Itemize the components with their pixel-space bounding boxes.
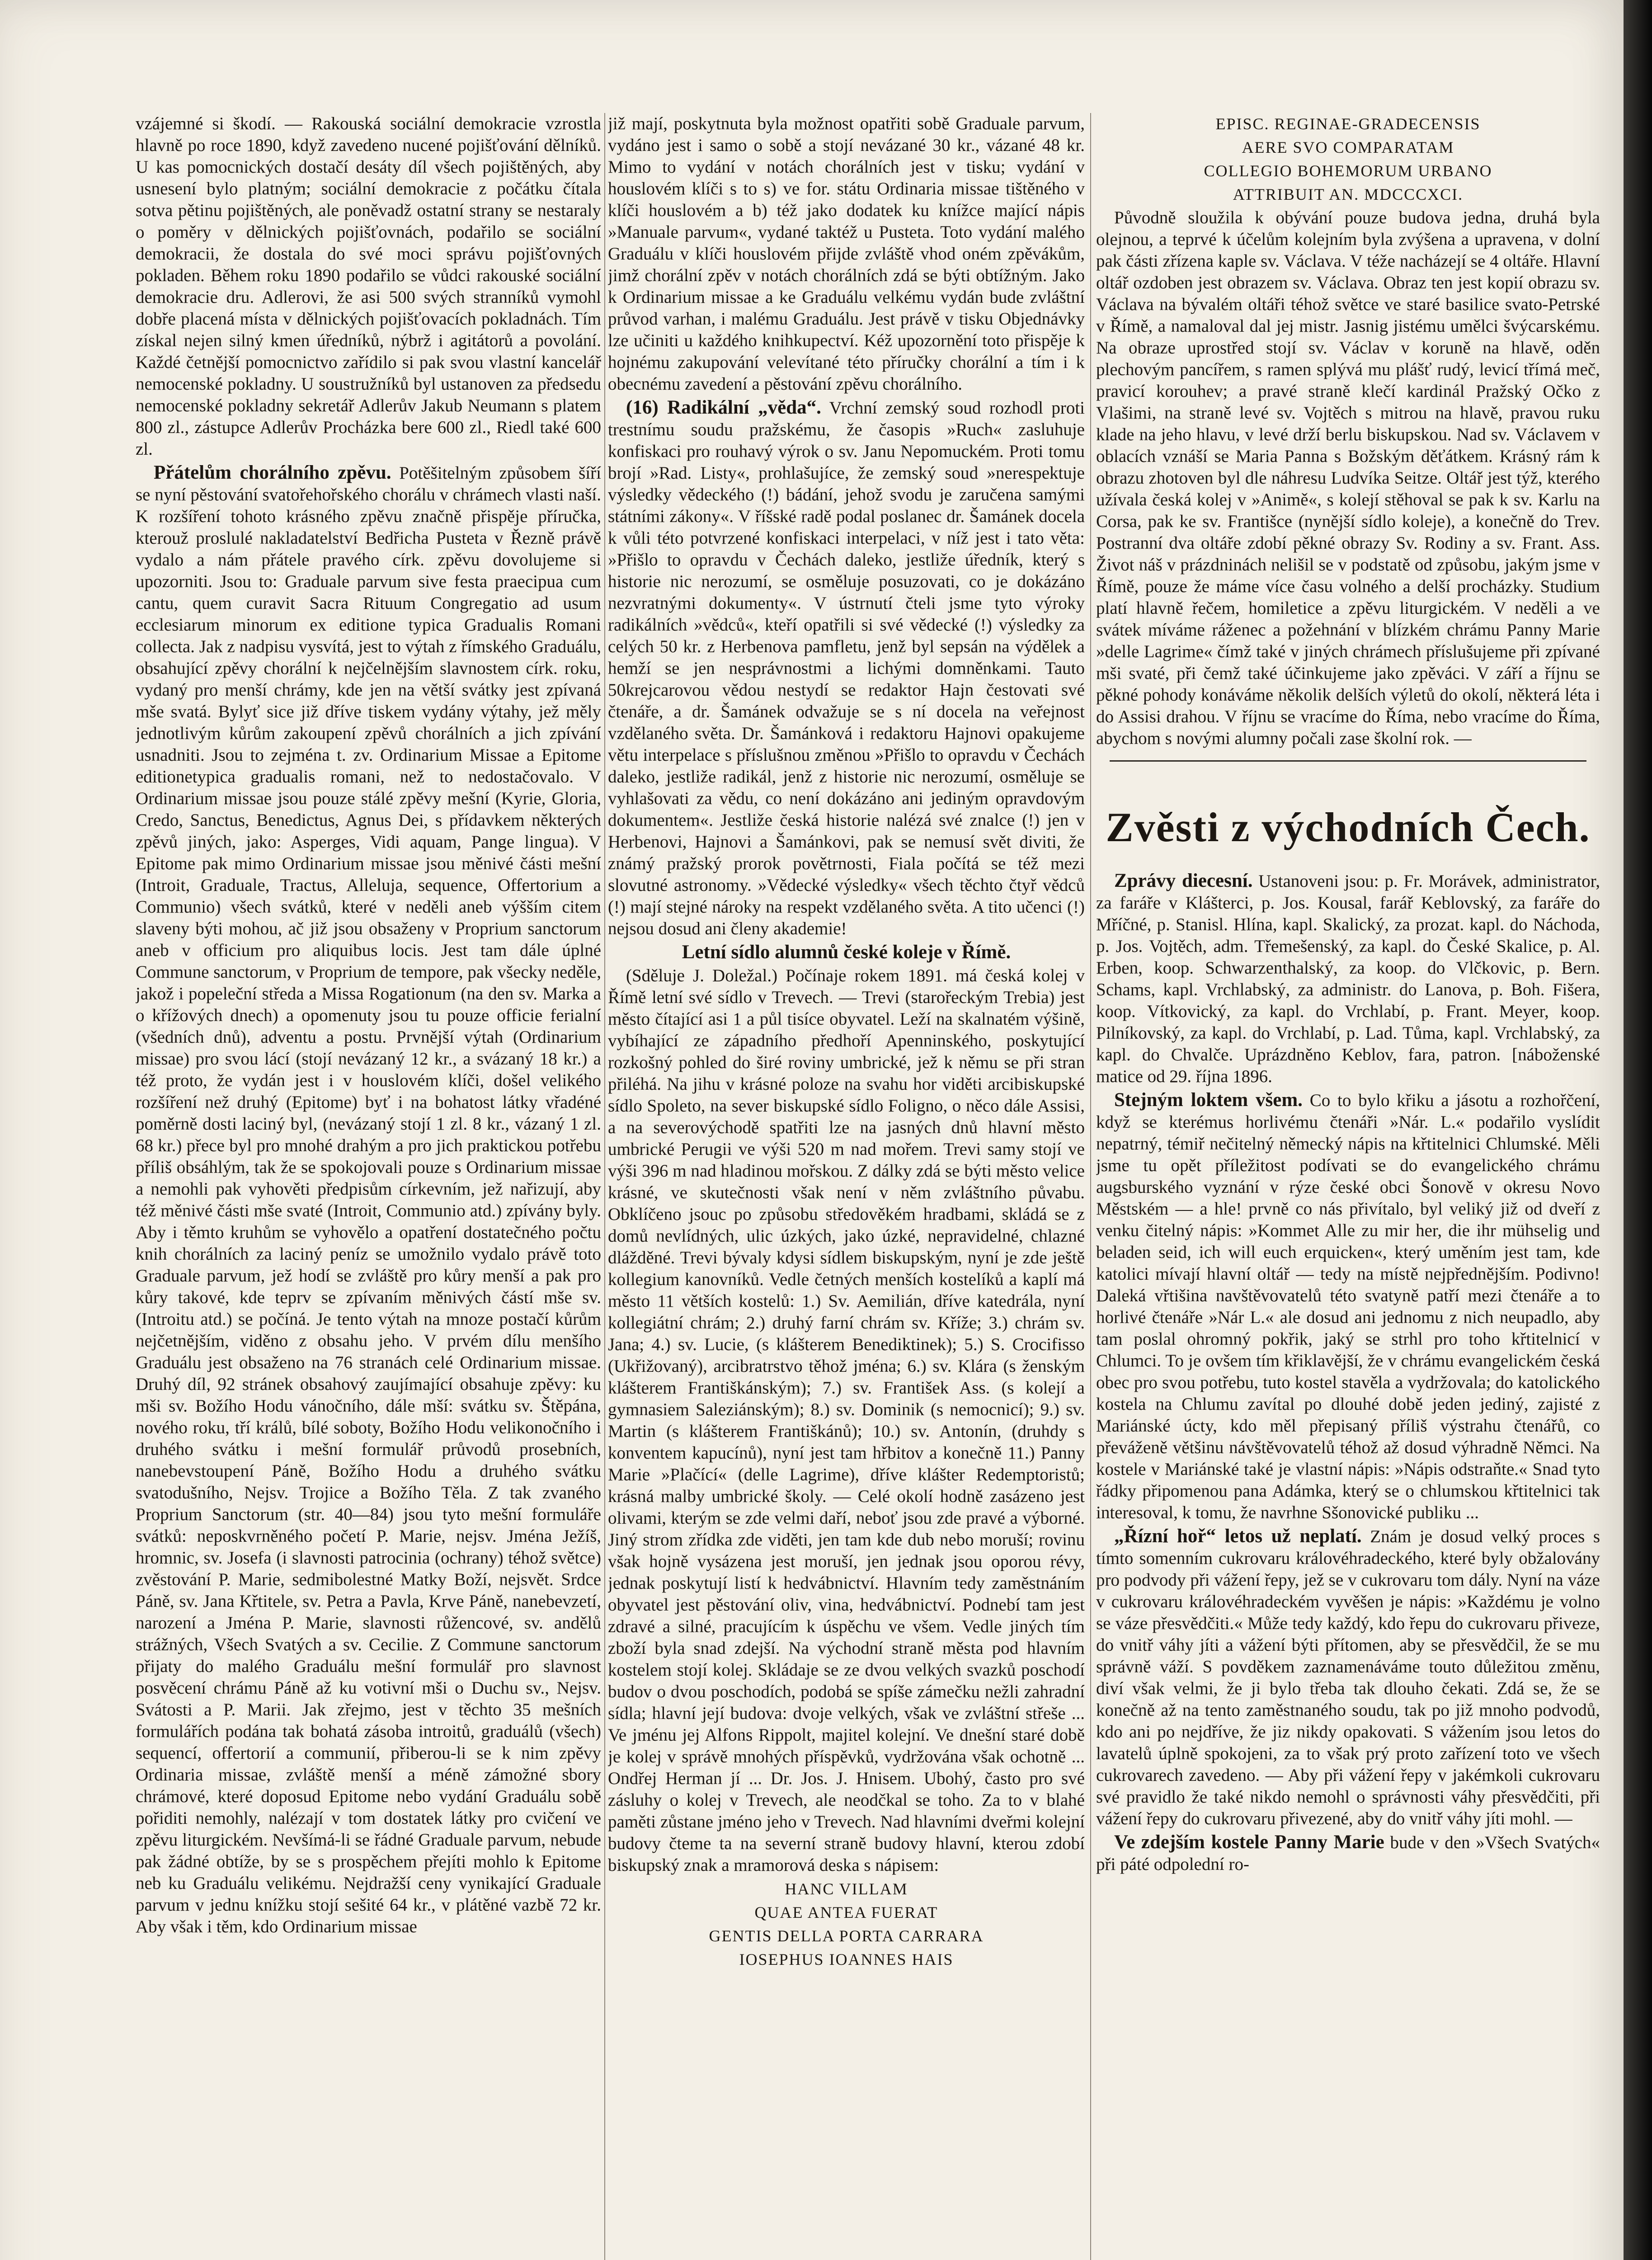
inscription-line-5: EPISC. REGINAE-GRADECENSIS <box>1215 115 1481 133</box>
scan-edge <box>1624 0 1652 2260</box>
article-summer-residence-heading: Letní sídlo alumnů české koleje v Římě. <box>682 942 1011 963</box>
article-equal-measure <box>1096 1089 1600 1524</box>
article-chapel-text: Původně sloužila k obývání pouze budova jedna, druhá byla olejnou, a teprvé k účelům kolejním byla zvýšena a upravena, v dolní pak části zřízena kaple sv. Václava. V téže nacházejí se 4 oltáře. Hlavní oltář ozdoben jest obrazem sv. Václava. Obraz ten jest kopií obrazu sv. Václava na bývalém oltáři téhož světce ve staré basilice svato-Petrské v Římě, a namaloval dal jej mistr. Jasnig jistému umělci švýcarskému. Na obraze uprostřed stojí sv. Václav v koruně na hlavě, oděn plechovým pancířem, s ramen splývá mu plášť rudý, levicí třímá meč, pravicí korouhev; a pravé straně klečí kardinál Pražský Očko z Vlašimi, na straně levé sv. Vojtěch s mitrou na hlavě, pravou ruku klade na jeho hlavu, v levé drží berlu biskupskou. Nad sv. Václavem v oblacích vznáší se Maria Panna s Božským děťátkem. Krásný rám k obrazu zhotoven byl dle náhresu Ludvíka Seitze. Oltář jest týž, kterého užívala česká kolej v »Animě«, s kolejí stěhoval se pak k sv. Karlu na Corsa, pak ke sv. Františce (nynější sídlo koleje), a konečně do Trev. Postranní dva oltáře zdobí pěkné obrazy Sv. Rodiny a sv. Frant. Ass. Život náš v prázdninách nelišil se v podstatě od způsobu, jakým jsme v Římě, pouze že máme více času volného a delší procházky. Studium platí hlavně řečem, homiletice a zpěvu liturgickém. V neděli a ve svátek míváme ráženec a požehnání v blízkém chrámu Panny Marie »delle Lagrime« čímž také v jiných chrámech příslušujeme při zpívané mši svaté, při čemž také účinkujeme jako zpěváci. V září a říjnu se pěkné pohody konáváme několik delších výletů do okolí, některá léta i do Assisi drahou. V říjnu se vracíme do Říma, nebo vracíme do Říma, abychom s novými alumny počali zase školní rok. — <box>1096 208 1600 748</box>
article-church-heading: Ve zdejším kostele Panny Marie <box>1114 1832 1384 1853</box>
column-3 <box>1096 113 1600 2260</box>
column-divider <box>1090 113 1091 2260</box>
column-1 <box>136 113 601 2260</box>
inscription-line-1: HANC VILLAM <box>785 1880 908 1898</box>
article-equal-measure-text: Co to bylo křiku a jásotu a rozhořčení, když se kterémus horlivému čtenáři »Nár. L.« podařilo vyslídit nepatrný, témiř nečitelný německý nápis na křtitelnici Chlumské. Měli jsme tu opět příležitost podívati se do evangelického chrámu augsburského vyznání v rýze české obci Šonově v okresu Novo Městském — a hle! prvně co nás přivítalo, byl veliký již od dveří z venku čitelný nápis: »Kommet Alle zu mir her, die ihr mühselig und beladen seid, ich will euch erquicken«, který uměním jest tam, kde katolici mívají hlavní oltář — tedy na místě nejpřednějším. Podivno! Daleká vřtišina navštěvovatelů této svatyně patří mezi čtenáře a to horlivé čtenáře »Nár L.« ale dosud ani jednomu z nich neupadlo, aby tam poslal ohromný pokřik, jaký se strhl pro toho křtitelnicí v Chlumci. To je ovšem tím křiklavější, že v chrámu evangelickém česká obec pro svou potřebu, tuto kostel stavěla a vydržovala; do katolického kostela na Chlumu zavítal po dlouhé době jeden jediný, zajisté z Mariánské úcty, kdo měl přepisaný příliš výstrahu čtenářů, co převáženě většinu návštěvovatelů téhož až dosud výhradně Němci. Na kostele v Mariánské také je vlastní nápis: »Nápis odstraňte.« Snad tyto řádky připomenou pana Adámka, který se o chlumskou křtitelnici tak interesoval, k tomu, že navrhne Sšonovické publiku ... <box>1096 1091 1600 1522</box>
column-divider <box>604 113 605 2260</box>
article-radical-science <box>608 397 1085 940</box>
article-church-text: bude v den »Všech Svatých« při páté odpolední ro- <box>1096 1833 1600 1874</box>
article-radical-science-text: Vrchní zemský soud rozhodl proti trestnímu soudu pražskému, že časopis »Ruch« zasluhuje konfiskaci pro rouhavý výrok o sv. Janu Nepomuckém. Proti tomu brojí »Rad. Listy«, prohlašujíce, že zemský soud »nerespektuje výsledky vědeckého (!) bádání, jehož svodu je zaručena samými státními zákony«. V říšské radě podal poslanec dr. Šamánek docela k vůli této potvrzené konfiskaci interpelaci, v níž jest i tato věta: »Přišlo to opravdu v Čechách daleko, jestliže úředník, který s historie nic nerozumí, se osměluje posuzovati, co je dokázáno nezvratnými dokumenty«. V ústrnutí čteli jsme tyto výroky radikálních »vědců«, kteří opatřili si své vědecké (!) výsledky za celých 50 kr. z Herbenova pamfletu, jenž byl sepsán na výdělek a hemží se jen nesprávnostmi a lichými domněnkami. Tauto 50krejcarovou vědou nestydí se redaktor Hajn čestovati své čtenáře, a dr. Šamánek odvažuje se s ní docela na veřejnost vzdělaného světa. Dr. Šamánková i redaktoru Hajnovi opakujeme větu interpelace s příslušnou změnou »Přišlo to opravdu v Čechách daleko, jestliže radikál, jenž z historie nic nerozumí, osměluje se vyhlašovati za vědu, co není dokázáno ani jediným opravdovým dokumentem«. Jestliže česká historie nalézá své znalce (!) jen v Herbenovi, Hajnovi a Šamánkovi, pak se nemusí svět diviti, že známý pražský prorok povětrnosti, Fiala počítá se též mezi slovutné astronomy. »Vědecké výsledky« všech těchto čtyř vědců (!) mají stejné nároky na respekt vzdělaného světa. A tito učenci (!) nejsou dosud ani členy akademie! <box>608 398 1085 938</box>
inscription-line-2: QUAE ANTEA FUERAT <box>754 1903 938 1921</box>
article-church <box>1096 1832 1600 1875</box>
inscription-line-3: GENTIS DELLA PORTA CARRARA <box>709 1927 984 1945</box>
article-equal-measure-heading: Stejným loktem všem. <box>1114 1089 1303 1111</box>
article-chorale-continued-text: již mají, poskytnuta byla možnost opatřiti sobě Graduale parvum, vydáno jest i samo o sobě a stojí nevázané 30 kr., vázané 48 kr. Mimo to vydání v notách chorálních jest v tisku; vydání v houslovém klíči s to s) ve for. státu Ordinaria missae tištěného v klíči houslovém a b) též jako dodatek ku knížce mající nápis »Manuale parvum«, vydané taktéž u Pusteta. Toto vydání malého Graduálu v klíči houslovém přijde zvláště vhod oném zpěvákům, jimž chorální zpěv v notách chorálních zdá se býti obtížným. Jako k Ordinarium missae a ke Graduálu velkému vydán bude zvláštní průvod varhan, i malému Graduálu. Jest právě v tisku Objednávky lze učiniti u každého knihkupectví. Kéž upozornění toto přispěje k hojnému zakupování velevítané této příručky chorální a tím i k obecnému zavedení a pěstování zpěvu chorálního. <box>608 114 1085 394</box>
inscription-line-6: AERE SVO COMPARATAM <box>1242 138 1454 156</box>
column-2 <box>608 113 1085 2260</box>
inscription-line-4: IOSEPHUS IOANNES HAIS <box>739 1950 954 1968</box>
article-sugar-beet-text: Znám je dosud velký proces s tímto somenním cukrovaru královéhradeckého, které byly obžalovány pro podvody při vážení řepy, jež se v cukrovaru tom dály. Nyní na váze v cukrovaru královéhradeckém vyvěšen je nápis: »Každému je volno se váze přesvědčiti.« Může tedy každý, kdo řepu do cukrovaru přiveze, do vnitř váhy jíti a vážení býti přítomen, aby se přesvědčil, že se mu správně váží. S povděkem zaznamenáváme touto důležitou změnu, diví však velmi, že ji bylo třeba tak dlouho čekati. Zdá se, že se konečně až na tento zaměstnaného soudu, tak po již mnoho podvodů, kdo ani po nejdříve, že jiz nikdy opakovati. S vážením jsou letos do lavatelů úplně spokojeni, za to však prý proto zařízení toto ve všech cukrovarech zavedeno. — Aby při vážení řepy v jakémkoli cukrovaru své pravidlo že také nikdo nemohl o správnosti váhy přesvědčiti, při vážení řepy do cukrovaru přivezené, aby do vnitř váhy jíti mohl. — <box>1096 1527 1600 1828</box>
article-diocese <box>1096 870 1600 1088</box>
section-title: Zvěsti z východních Čech. <box>1106 804 1591 850</box>
article-chorale <box>136 462 601 1938</box>
article-radical-science-heading: (16) Radikální „věda“. <box>626 397 821 418</box>
article-diocese-text: Ustanoveni jsou: p. Fr. Morávek, administrator, za faráře v Klášterci, p. Jos. Kousal, farář Keblovský, za faráře do Mříčné, p. Stanisl. Hlína, kapl. Skalický, za prozat. kapl. do Náchoda, p. Jos. Vojtěch, adm. Třemešenský, za kapl. do České Skalice, p. Al. Erben, koop. Schwarzenthalský, za koop. do Vlčkovic, p. Bern. Schams, kapl. Vrchlabský, za administr. do Lanova, p. Boh. Fišera, koop. Vítkovický, za kapl. do Vrchlabí, p. Frant. Meyer, koop. Pilníkovský, za kapl. do Vrchlabí, p. Lad. Tůma, kapl. Vrchlabský, za kapl. do Chvalče. Uprázdněno Keblov, fara, patron. [náboženské matice od 29. října 1896. <box>1096 871 1600 1086</box>
article-chorale-text: Potěšitelným způsobem šíří se nyní pěstování svatořehořského chorálu v chrámech vlasti naší. K rozšíření tohoto krásného zpěvu značně přispěje příručka, kterouž proslulé nakladatelství Bedřicha Pusteta v Řezně právě vydalo a nám přátele pravého círk. zpěvu dovolujeme si upozorniti. Jsou to: Graduale parvum sive festa praecipua cum cantu, quem curavit Sacra Rituum Congregatio ad usum ecclesiarum minorum ex editione typica Gradualis Romani collecta. Jak z nadpisu vysvítá, jest to výtah z římského Graduálu, obsahující zpěvy chorální k nejčelnějším slavnostem círk. roku, vydaný pro menší chrámy, kde jen na větší svátky jest zpívaná mše svatá. Bylyť sice již dříve tiskem vydány výtahy, jež měly jednotlivým kůrům zakoupení zpěvů chorálních a jich zpívání usnadniti. Jsou to zejména t. zv. Ordinarium Missae a Epitome editionetypica gradualis romani, než to nedostačovalo. V Ordinarium missae jsou pouze stálé zpěvy mešní (Kyrie, Gloria, Credo, Sanctus, Benedictus, Agnus Dei, s přídavkem některých zpěvů jiných, jako: Asperges, Vidi aquam, Pange lingua). V Epitome pak mimo Ordinarium missae jsou měnivé části mešní (Introit, Graduale, Tractus, Alleluja, sequence, Offertorium a Communio) všech svátků, které v neděli aneb výšším citem slaveny býti mohou, ač již jsou obsaženy v Proprium sanctorum aneb v officium pro aliquibus locis. Jest tam dále úplné Commune sanctorum, v Proprium de tempore, pak všecky neděle, jakož i popeleční středa a Missa Rogationum (na den sv. Marka a o křížových dnech) a opomenuty jsou tu pouze officie ferialní (všedních dnů), adventu a postu. Prvnější výtah (Ordinarium missae) pro svou lácí (stojí nevázaný 12 kr., a svázaný 18 kr.) a též proto, že vydán jest i v houslovém klíči, došel velikého rozšíření než druhý (Epitome) byť i na bohatost látky vřadéné poměrně dosti laciný byl, (nevázaný stojí 1 zl. 8 kr., vázaný 1 zl. 68 kr.) přece byl pro mnohé drahým a pro jich praktickou potřebu příliš obsáhlým, tak že se spokojovali pouze s Ordinarium missae a nemohli pak vyhověti předpisům církevním, jež nařizují, aby též měnivé části mše svaté (Introit, Communio atd.) zpívány byly. Aby i těmto kruhům se vyhovělo a opatření dostatečného počtu knih chorálních za laciný peníz se umožnilo vydalo právě toto Graduale parvum, jež hodí se zvláště pro kůry menší a pak pro kůry takové, kde teprv se zpívaním měnivých částí mše sv. (Introitu atd.) se počíná. Je tento výtah na mnoze postačí kůrům nejčetnějším, viděno z obsahu jeho. V prvém dílu menšího Graduálu jest obsaženo na 76 stranách celé Ordinarium missae. Druhý díl, 92 stránek obsahový zaujímající obsahuje zpěvy: ku mši sv. Božího Hodu vánočního, dále mší: svátku sv. Štěpána, nového roku, tří králů, bílé soboty, Božího Hodu velikonočního i druhého svátku i mešní formulář průvodů prosebních, nanebevstoupení Páně, Božího Hodu a druhého svátku svatodušního, Nejsv. Trojice a Božího Těla. Z tak zvaného Proprium Sanctorum (str. 40—84) jsou tyto mešní formuláře svátků: neposkvrněného početí P. Marie, nejsv. Jména Ježíš, hromnic, sv. Josefa (i slavnosti patrocinia (ochrany) téhož světce) zvěstování P. Marie, sedmibolestné Matky Boží, nejsvět. Srdce Páně, sv. Jana Křtitele, sv. Petra a Pavla, Krve Páně, nanebevzetí, narození a Jména P. Marie, slavnosti růžencové, sv. andělů strážných, Všech Svatých a sv. Cecilie. Z Commune sanctorum přijaty do malého Graduálu mešní formulář pro slavnost posvěcení chrámu Páně až ku votivní mši o Duchu sv., Nejsv. Svátosti a P. Marii. Jak zřejmo, jest v těchto 35 mešních formulářích podána tak bohatá zásoba introitů, graduálů (všech) sequencí, offertorií a communií, přiberou-li se k nim zpěvy Ordinaria missae, zvláště menší a méně zámožné sbory chrámové, které doposud Epitome nebo vydání Graduálu sobě pořiditi nemohly, nalézají v tom dostatek látky pro cvičení ve zpěvu liturgickém. Nevšímá-li se řádné Graduale parvum, nebude pak žádné obtíže, by se s prospěchem přejíti mohlo k Epitome neb ku Graduálu velikému. Nejdražší ceny vynikající Graduale parvum v jednu knížku stojí sešité 64 kr., v plátěné vazbě 72 kr. Aby však i těm, kdo Ordinarium missae <box>136 463 601 1936</box>
section-rule <box>1110 760 1586 762</box>
article-diocese-heading: Zprávy diecesní. <box>1114 870 1253 891</box>
article-sugar-beet-heading: „Řízní hoř“ letos už neplatí. <box>1114 1526 1362 1547</box>
article-sugar-beet <box>1096 1526 1600 1830</box>
article-chorale-heading: Přátelům chorálního zpěvu. <box>154 462 391 483</box>
inscription-line-7: COLLEGIO BOHEMORUM URBANO <box>1204 162 1492 180</box>
article-summer-residence-text: (Sděluje J. Doležal.) Počínaje rokem 1891. má česká kolej v Římě letní své sídlo v Trevech. — Trevi (starořeckým Trebia) jest město čítající asi 1 a půl tisíce obyvatel. Leží na skalnatém výšině, vybíhající ze západního předhoří Apenninského, poskytující rozkošný pohled do širé roviny umbrické, jež k němu se při stran přiléhá. Na jihu v krásné poloze na svahu hor viděti arcibiskupské sídlo Spoleto, na sever biskupské sídlo Foligno, o něco dále Assisi, a na severovýchodě spatřiti lze na jasných dnů hlavní město umbrické Perugii ve výši 520 m nad mořem. Trevi samy stojí ve výši 396 m nad hladinou mořskou. Z dálky zdá se býti město velice krásné, ve skutečnosti však není v něm zvláštního půvabu. Obklíčeno jsouc po způsobu středověkém hradbami, skládá se z domů nevlídných, ulic úzkých, jako úzké, nepravidelné, chlazné dlážděné. Trevi bývaly kdysi sídlem biskupským, nyní je zde ještě kollegium kanovníků. Vedle četných menších kostelíků a kaplí má město 11 větších kostelů: 1.) Sv. Aemilián, dříve katedrála, nyní kollegiátní chrám; 2.) druhý farní chrám sv. Kříže; 3.) chrám sv. Jana; 4.) sv. Lucie, (s klášterem Benediktinek); 5.) S. Crocifisso (Ukřižovaný), arcibratrstvo těhož jména; 6.) sv. Klára (s ženským klášterem Františkánským); 7.) sv. František Ass. (s kolejí a gymnasiem Saleziánským); 8.) sv. Dominik (s nemocnicí); 9.) sv. Martin (s klášterem Františkánů); 10.) sv. Antonín, (druhdy s konventem kapucínů), nyní jest tam hřbitov a konečně 11.) Panny Marie »Plačící« (delle Lagrime), dříve klášter Redemptoristů; krásná malby umbrické školy. — Celé okolí hodně zasázeno jest olivami, kterým se zde velmi daří, neboť jsou zde pravé a výborné. Jiný strom zřídka zde viděti, jen tam kde dub nebo moruší; rovinu však hojně vysázena jest moruší, jen jednak jsou oporou révy, jednak poskytují listí k hedvábnictví. Hlavním tedy zaměstnáním obyvatel jest pěstování oliv, vina, hedvábnictví. Podnebí tam jest zdravé a silné, pracujícím k úspěchu ve všem. Vedle jiných tím zboží byla snad zdejší. Na východní straně města pod hlavním kostelem stojí kolej. Skládaje se ze dvou velkých svazků poschodí budov o dvou poschodích, podobá se spíše zámečku nežli zahradní sídla; hlavní její budova: dvoje velkých, však ve zvláštní střeše ... Ve jménu jej Alfons Rippolt, majitel kolejní. Ve dnešní staré době je kolej v správě mnohých příspěvků, vydržována však ochotně ... Ondřej Herman jí ... Dr. Jos. J. Hnisem. Ubohý, často pro své zásluhy o kolej v Trevech, ale neodčkal se toho. Za to v blahé paměti zůstane jméno jeho v Trevech. Nad hlavními dveřmi kolejní budovy čteme ta na severní straně budovy hlavní, kterou zdobí biskupský znak a mramorová deska s nápisem: <box>608 966 1085 1875</box>
inscription-line-8: ATTRIBUIT AN. MDCCCXCI. <box>1233 185 1464 203</box>
article-social-democracy-text: vzájemné si škodí. — Rakouská sociální demokracie vzrostla hlavně po roce 1890, když zavedeno nucené pojišťování dělníků. U kas pomocnických dostačí desáty díl všech pojištěných, aby usnesení bylo platným; sociální demokracie z počátku čítala sotva pětinu pojištěných, ale poněvadž ostatní strany se nestaraly o poměry v dělnických pojišťovnách, podařilo se sociální demokracii, že dostala do své moci správu pojišťovných pokladen. Během roku 1890 podařilo se vůdci rakouské sociální demokracie dru. Adlerovi, že asi 500 svých stranníků vymohl dobře placená místa v dělnických pojišťovacích pokladnách. Tím získal nejen silný kmen úředníků, nýbrž i agitátorů a povolání. Každé četnější pomocnictvo zařídilo si pak svou vlastní kancelář nemocenské pokladny. U soustružníků byl ustanoven za předsedu nemocenské pokladny sekretář Adlerův Jakub Neumann s platem 800 zl., zástupce Adlerův Procházka bere 600 zl., Riedl také 600 zl. <box>136 114 601 459</box>
